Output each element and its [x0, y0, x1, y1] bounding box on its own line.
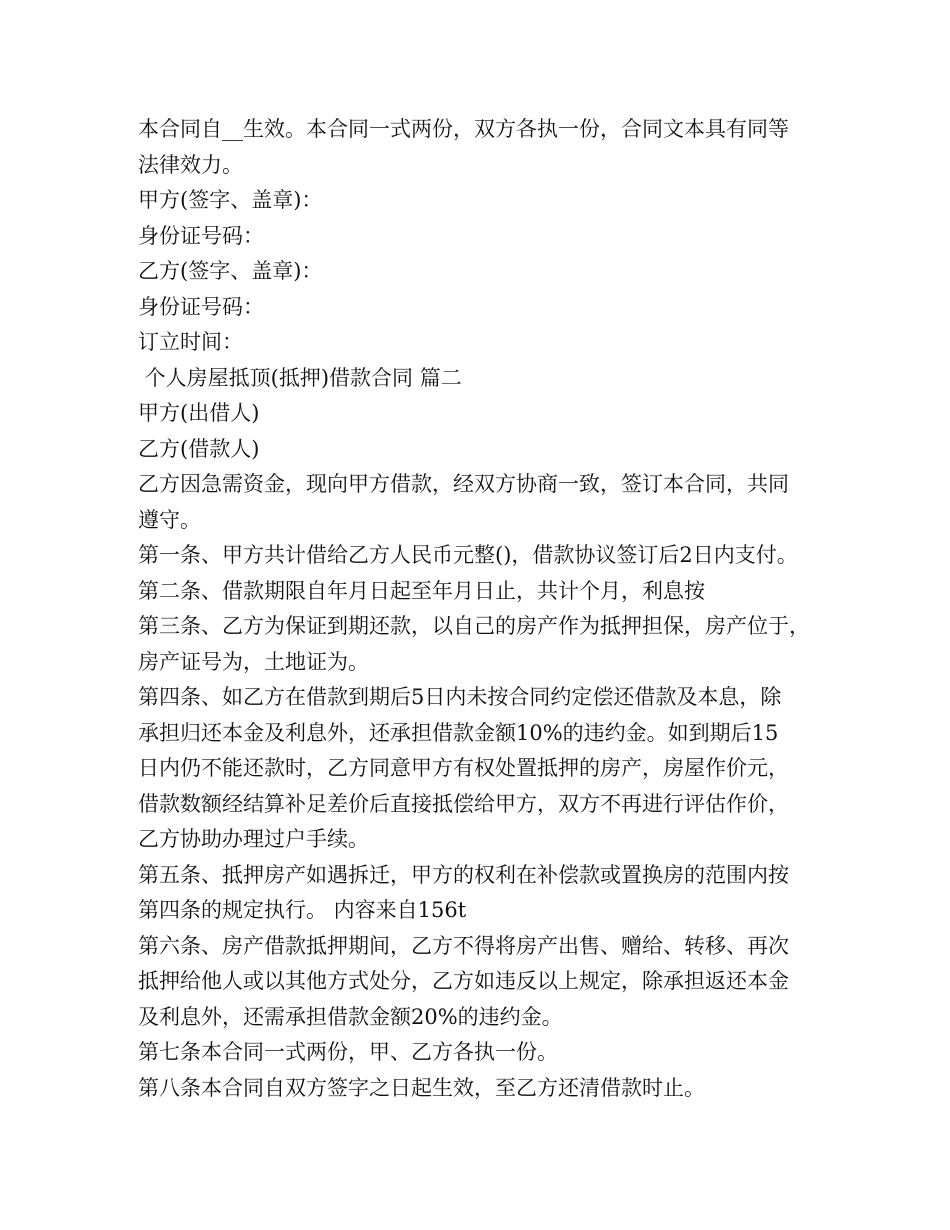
clause-4: 第四条、如乙方在借款到期后5日内未按合同约定偿还借款及本息，除 — [138, 685, 782, 709]
text-line: 房产证号为，土地证为。 — [138, 649, 369, 674]
party-a-signature-line: 甲方(签字、盖章)： — [138, 188, 323, 212]
section-title: 个人房屋抵顶(抵押)借款合同 篇二 — [138, 365, 462, 390]
party-a-line: 甲方(出借人) — [138, 401, 260, 425]
clause-7: 第七条本合同一式两份，甲、乙方各执一份。 — [138, 1040, 558, 1064]
text-line: 借款数额经结算补足差价后直接抵偿给甲方，双方不再进行评估作价， — [138, 791, 789, 816]
text-line: 及利息外，还需承担借款金额20%的违约金。 — [138, 1004, 563, 1029]
document-page — [138, 112, 828, 1106]
clause-1: 第一条、甲方共计借给乙方人民币元整()，借款协议签订后2日内支付。 — [138, 543, 798, 567]
text-line: 遵守。 — [138, 507, 201, 532]
text-line: 乙方协助办理过户手续。 — [138, 827, 369, 851]
id-number-line: 身份证号码： — [138, 223, 264, 248]
signing-date-line: 订立时间： — [138, 330, 243, 354]
party-b-line: 乙方(借款人) — [138, 436, 260, 461]
clause-8: 第八条本合同自双方签字之日起生效，至乙方还清借款时止。 — [138, 1075, 705, 1100]
text-line: 乙方因急需资金，现向甲方借款，经双方协商一致，签订本合同，共同 — [138, 472, 789, 496]
text-line: 第四条的规定执行。 内容来自156t — [138, 898, 467, 922]
clause-3: 第三条、乙方为保证到期还款，以自己的房产作为抵押担保，房产位于， — [138, 614, 810, 638]
text-line: 抵押给他人或以其他方式处分，乙方如违反以上规定，除承担返还本金 — [138, 969, 789, 993]
party-b-signature-line: 乙方(签字、盖章)： — [138, 259, 323, 283]
text-line: 法律效力。 — [138, 152, 243, 177]
text-line: 日内仍不能还款时，乙方同意甲方有权处置抵押的房产，房屋作价元， — [138, 756, 789, 780]
text-line: 本合同自__生效。本合同一式两份，双方各执一份，合同文本具有同等 — [138, 117, 789, 141]
text-line: 承担归还本金及利息外，还承担借款金额10%的违约金。如到期后15 — [138, 720, 779, 745]
clause-5: 第五条、抵押房产如遇拆迁，甲方的权利在补偿款或置换房的范围内按 — [138, 862, 789, 887]
clause-6: 第六条、房产借款抵押期间，乙方不得将房产出售、赠给、转移、再次 — [138, 933, 789, 958]
clause-2: 第二条、借款期限自年月日起至年月日止，共计个月，利息按 — [138, 578, 705, 603]
id-number-line: 身份证号码： — [138, 294, 264, 319]
